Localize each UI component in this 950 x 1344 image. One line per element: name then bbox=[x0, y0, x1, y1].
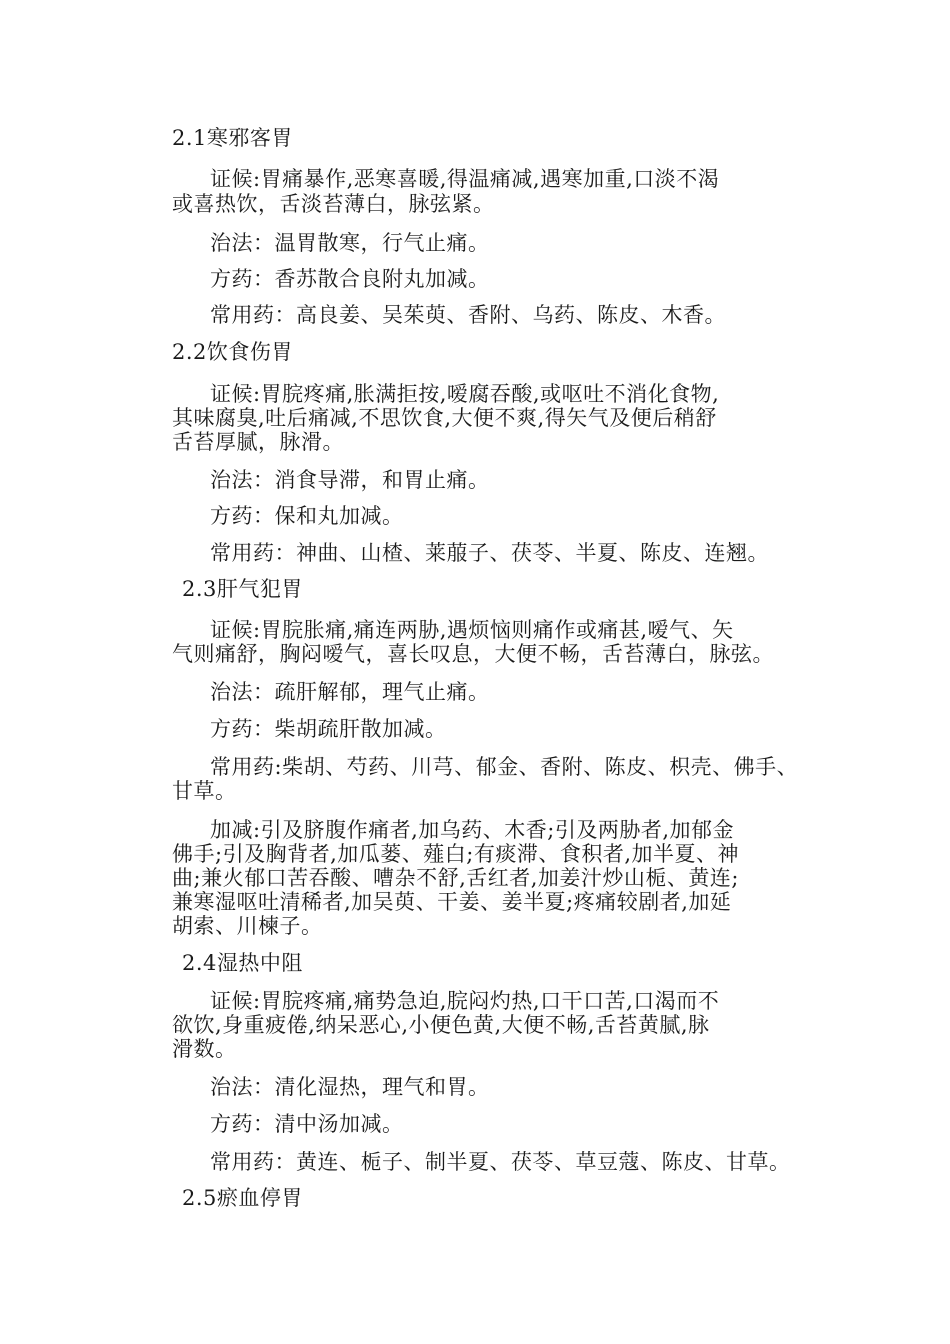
paragraph-line: 证候:胃脘疼痛,胀满拒按,嗳腐吞酸,或呕吐不消化食物, bbox=[210, 382, 720, 406]
paragraph-line: 滑数。 bbox=[172, 1037, 237, 1061]
paragraph-line: 气则痛舒，胸闷嗳气，喜长叹息，大便不畅，舌苔薄白，脉弦。 bbox=[172, 642, 774, 666]
section-heading: 2.1寒邪客胃 bbox=[172, 126, 293, 150]
section-heading: 2.2饮食伤胃 bbox=[172, 340, 293, 364]
paragraph-line: 方药：香苏散合良附丸加减。 bbox=[210, 267, 490, 291]
paragraph-line: 常用药：高良姜、吴茱萸、香附、乌药、陈皮、木香。 bbox=[210, 303, 726, 327]
section-heading: 2.4湿热中阻 bbox=[182, 951, 303, 975]
paragraph-line: 治法：温胃散寒，行气止痛。 bbox=[210, 231, 490, 255]
paragraph-line: 舌苔厚腻，脉滑。 bbox=[172, 430, 344, 454]
paragraph-line: 欲饮,身重疲倦,纳呆恶心,小便色黄,大便不畅,舌苔黄腻,脉 bbox=[172, 1013, 710, 1037]
paragraph-line: 证候:胃脘胀痛,痛连两胁,遇烦恼则痛作或痛甚,嗳气、矢 bbox=[210, 618, 734, 642]
paragraph-line: 其味腐臭,吐后痛减,不思饮食,大便不爽,得矢气及便后稍舒 bbox=[172, 406, 717, 430]
paragraph-line: 曲;兼火郁口苦吞酸、嘈杂不舒,舌红者,加姜汁炒山栀、黄连; bbox=[172, 866, 739, 890]
paragraph-line: 常用药：黄连、栀子、制半夏、茯苓、草豆蔻、陈皮、甘草。 bbox=[210, 1150, 791, 1174]
paragraph-line: 甘草。 bbox=[172, 779, 237, 803]
paragraph-line: 胡索、川楝子。 bbox=[172, 914, 323, 938]
section-heading: 2.5瘀血停胃 bbox=[182, 1186, 303, 1210]
paragraph-line: 佛手;引及胸背者,加瓜蒌、薤白;有痰滞、食积者,加半夏、神 bbox=[172, 842, 739, 866]
paragraph-line: 治法：疏肝解郁，理气止痛。 bbox=[210, 680, 490, 704]
paragraph-line: 常用药:柴胡、芍药、川芎、郁金、香附、陈皮、枳壳、佛手、 bbox=[210, 755, 799, 779]
paragraph-line: 证候:胃痛暴作,恶寒喜暖,得温痛减,遇寒加重,口淡不渴 bbox=[210, 167, 720, 191]
paragraph-line: 或喜热饮，舌淡苔薄白，脉弦紧。 bbox=[172, 192, 495, 216]
paragraph-line: 兼寒湿呕吐清稀者,加吴萸、干姜、姜半夏;疼痛较剧者,加延 bbox=[172, 890, 732, 914]
paragraph-line: 方药：柴胡疏肝散加减。 bbox=[210, 717, 447, 741]
section-heading: 2.3肝气犯胃 bbox=[182, 577, 303, 601]
paragraph-line: 治法：清化湿热，理气和胃。 bbox=[210, 1075, 490, 1099]
paragraph-line: 常用药：神曲、山楂、莱菔子、茯苓、半夏、陈皮、连翘。 bbox=[210, 541, 769, 565]
paragraph-line: 治法：消食导滞，和胃止痛。 bbox=[210, 468, 490, 492]
paragraph-line: 加减:引及脐腹作痛者,加乌药、木香;引及两胁者,加郁金 bbox=[210, 818, 734, 842]
paragraph-line: 证候:胃脘疼痛,痛势急迫,脘闷灼热,口干口苦,口渴而不 bbox=[210, 989, 720, 1013]
paragraph-line: 方药：清中汤加减。 bbox=[210, 1112, 404, 1136]
paragraph-line: 方药：保和丸加减。 bbox=[210, 504, 404, 528]
